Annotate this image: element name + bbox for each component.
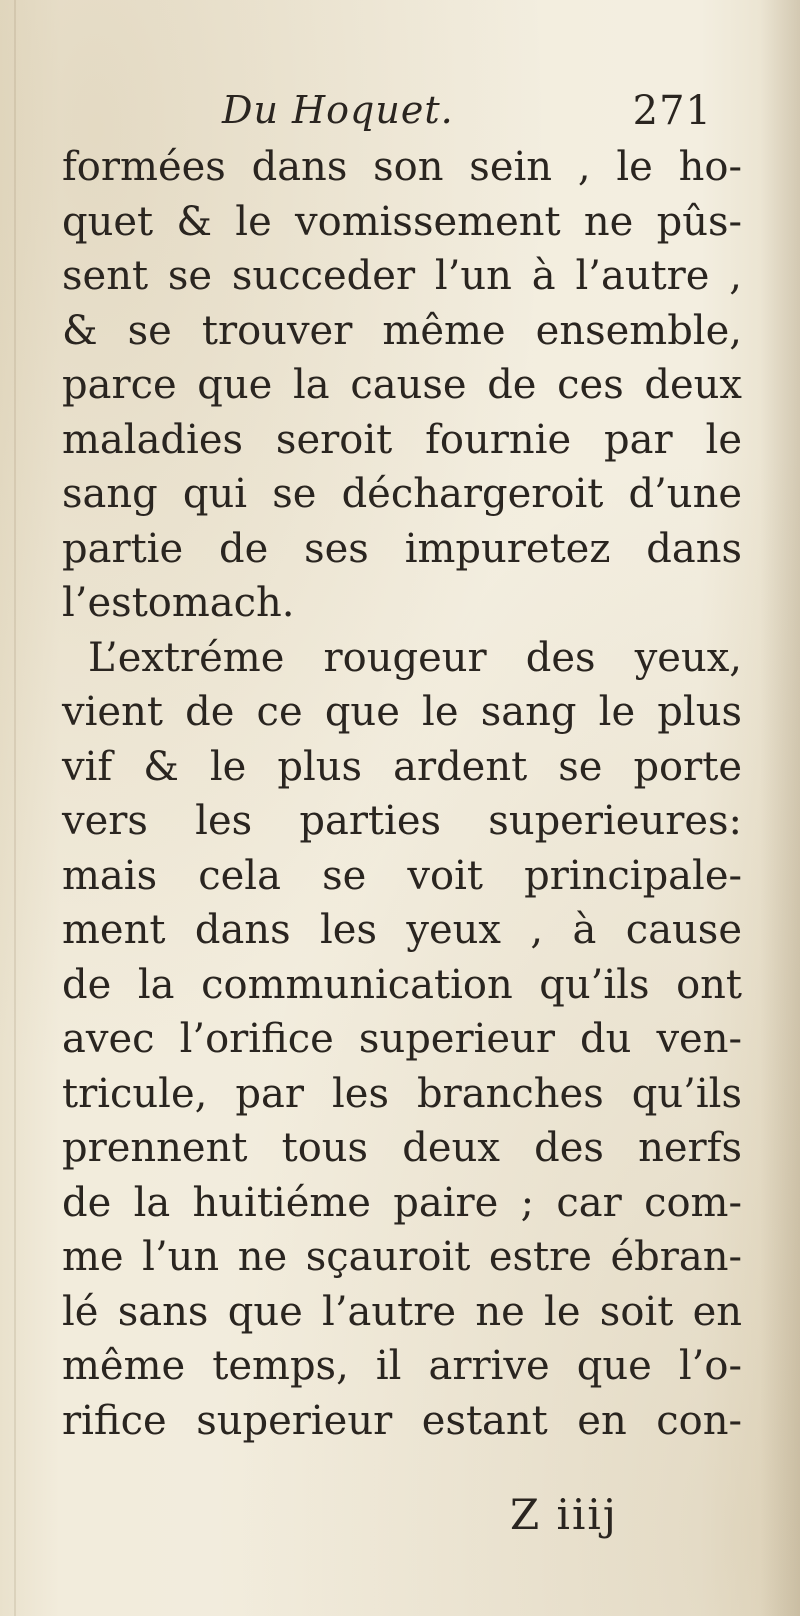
text-line: tricule, par les branches qu’ils <box>62 1070 742 1117</box>
text-line: l’estomach. <box>62 580 295 626</box>
text-line: de la communication qu’ils ont <box>62 961 742 1008</box>
text-line: formées dans son sein , le ho- <box>62 144 742 190</box>
text-line: mais cela se voit principale- <box>62 852 742 899</box>
text-line: avec l’orifice superieur du ven- <box>62 1016 742 1062</box>
text-line: ment dans les yeux , à cause <box>62 907 742 953</box>
running-head <box>62 78 722 138</box>
gutter-shadow <box>14 0 16 1616</box>
text-line: sent se succeder l’un à l’autre , <box>62 253 742 299</box>
signature-mark: Z iiij <box>510 1490 618 1539</box>
text-line: vers les parties superieures: <box>62 798 742 844</box>
text-line: sang qui se déchargeroit d’une <box>62 471 742 517</box>
text-line: de la huitiéme paire ; car com- <box>62 1179 742 1226</box>
text-line: quet & le vomissement ne pûs- <box>62 198 742 245</box>
text-line: parce que la cause de ces deux <box>62 362 742 408</box>
running-head-title: Du Hoquet. <box>222 88 454 132</box>
text-line: vient de ce que le sang le plus <box>62 689 742 735</box>
text-line: prennent tous deux des nerfs <box>62 1125 742 1171</box>
page-number: 271 <box>632 88 712 134</box>
text-line: partie de ses impuretez dans <box>62 525 742 572</box>
paragraph-first-line: L’extréme rougeur des yeux, <box>88 634 742 681</box>
text-line: me l’un ne sçauroit estre ébran- <box>62 1234 742 1280</box>
text-line: rifice superieur estant en con- <box>62 1397 742 1444</box>
text-line: & se trouver même ensemble, <box>62 307 742 354</box>
body-text <box>62 140 742 1448</box>
text-line: lé sans que l’autre ne le soit en <box>62 1288 742 1335</box>
text-line: vif & le plus ardent se porte <box>62 743 742 790</box>
page-edge-shadow <box>760 0 800 1616</box>
text-line: même temps, il arrive que l’o- <box>62 1343 742 1389</box>
text-line: maladies seroit fournie par le <box>62 416 742 463</box>
